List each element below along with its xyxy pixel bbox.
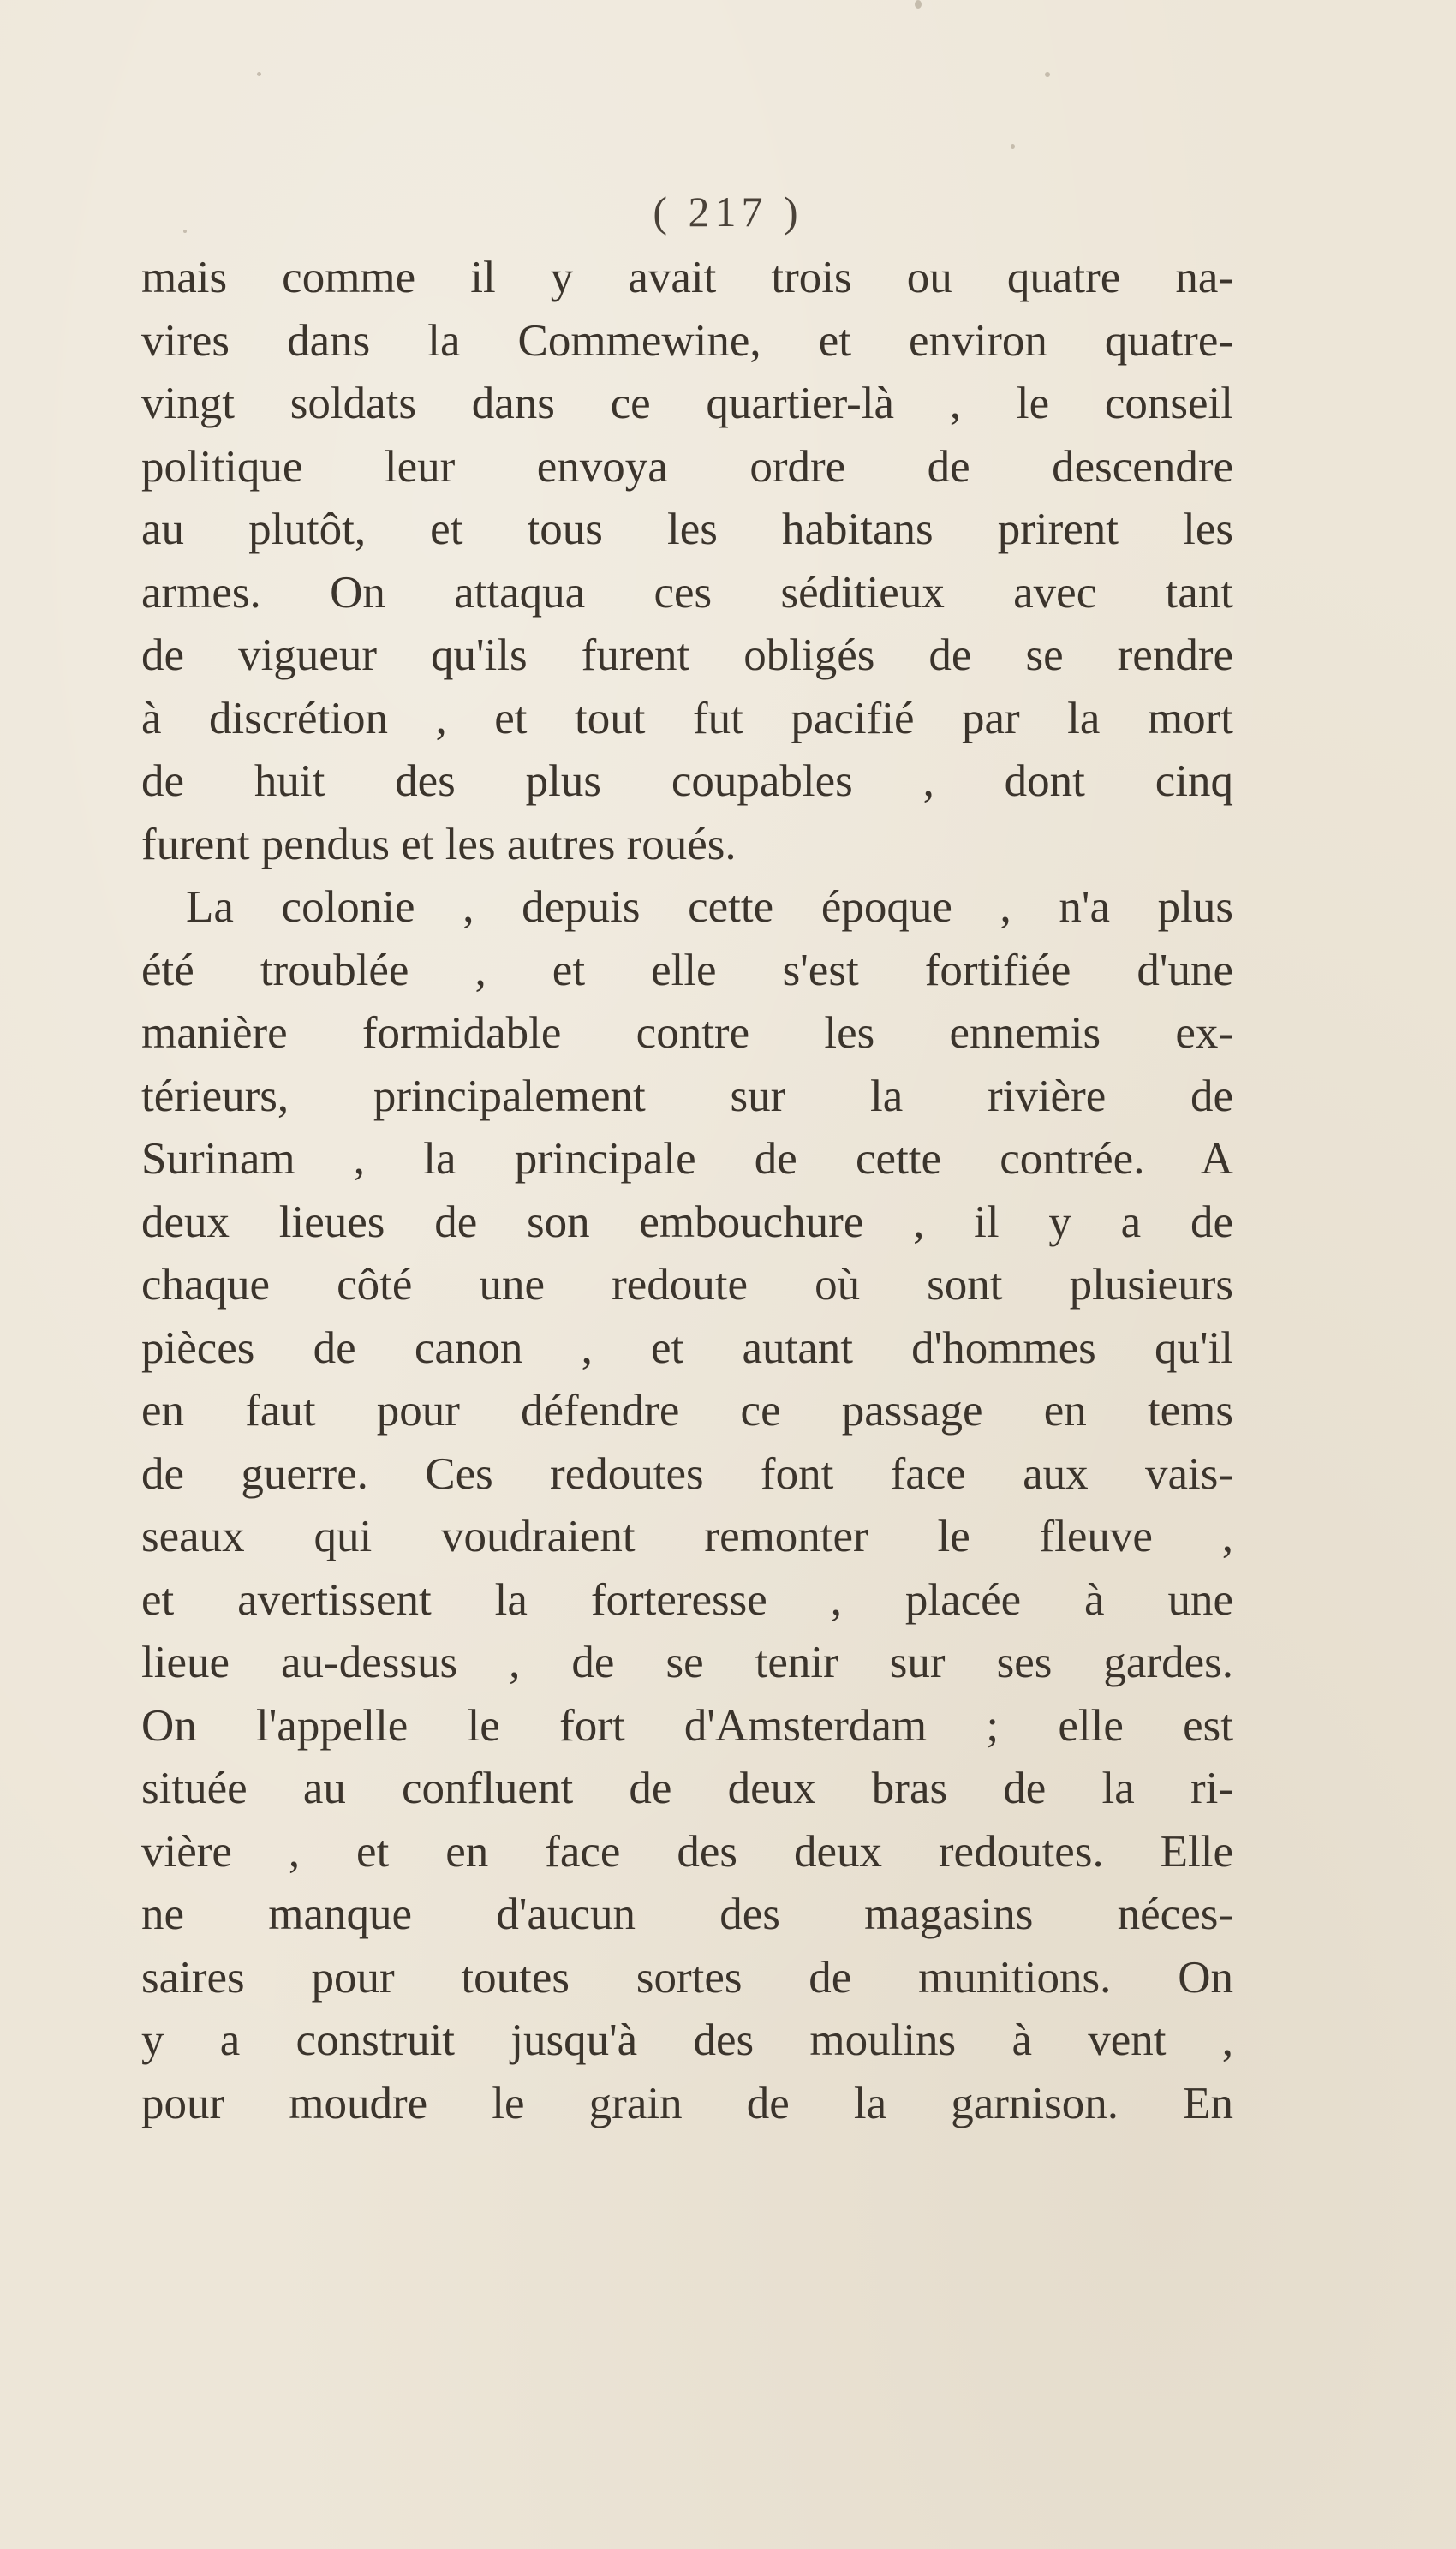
text-line: térieurs, principalement sur la rivière de xyxy=(141,1071,1233,1121)
text-line: au plutôt, et tous les habitans prirent les xyxy=(141,504,1233,554)
text-line: Surinam , la principale de cette contrée. A xyxy=(141,1134,1233,1184)
text-line: ne manque d'aucun des magasins néces- xyxy=(141,1889,1233,1939)
text-line: mais comme il y avait trois ou quatre na- xyxy=(141,253,1233,302)
text-line: pour moudre le grain de la garnison. En xyxy=(141,2078,1233,2128)
page-number: ( 217 ) xyxy=(653,188,803,236)
text-line: à discrétion , et tout fut pacifié par la mort xyxy=(141,693,1233,743)
text-line: y a construit jusqu'à des moulins à vent , xyxy=(141,2015,1233,2065)
body-text xyxy=(141,247,1233,2135)
text-line: pièces de canon , et autant d'hommes qu'il xyxy=(141,1322,1233,1373)
text-line: située au confluent de deux bras de la ri- xyxy=(141,1764,1233,1813)
text-line: de guerre. Ces redoutes font face aux vais- xyxy=(141,1448,1233,1499)
text-line: armes. On attaqua ces séditieux avec tant xyxy=(141,567,1233,618)
text-line: été troublée , et elle s'est fortifiée d'une xyxy=(141,945,1233,995)
text-line: vingt soldats dans ce quartier-là , le conseil xyxy=(141,379,1233,428)
text-line: politique leur envoya ordre de descendre xyxy=(141,441,1233,492)
text-line: en faut pour défendre ce passage en tems xyxy=(141,1386,1233,1436)
text-line: On l'appelle le fort d'Amsterdam ; elle est xyxy=(141,1700,1233,1751)
text-line: lieue au-dessus , de se tenir sur ses gardes. xyxy=(141,1638,1233,1687)
text-line: chaque côté une redoute où sont plusieurs xyxy=(141,1260,1233,1310)
text-line: de huit des plus coupables , dont cinq xyxy=(141,756,1233,806)
text-line: saires pour toutes sortes de munitions. On xyxy=(141,1952,1233,2003)
text-line: et avertissent la forteresse , placée à une xyxy=(141,1574,1233,1625)
paper-speck xyxy=(257,72,261,76)
text-line: seaux qui voudraient remonter le fleuve , xyxy=(141,1512,1233,1561)
paper-speck xyxy=(1045,72,1050,77)
text-line: de vigueur qu'ils furent obligés de se rendre xyxy=(141,630,1233,680)
text-line: deux lieues de son embouchure , il y a de xyxy=(141,1197,1233,1247)
text-line: vière , et en face des deux redoutes. Elle xyxy=(141,1826,1233,1877)
text-line: vires dans la Commewine, et environ quatre- xyxy=(141,315,1233,366)
paper-speck xyxy=(1011,144,1015,149)
text-line: La colonie , depuis cette époque , n'a plus xyxy=(186,882,1233,932)
paper-speck xyxy=(915,0,922,9)
text-line: furent pendus et les autres roués. xyxy=(141,819,737,869)
text-line: manière formidable contre les ennemis ex- xyxy=(141,1008,1233,1058)
